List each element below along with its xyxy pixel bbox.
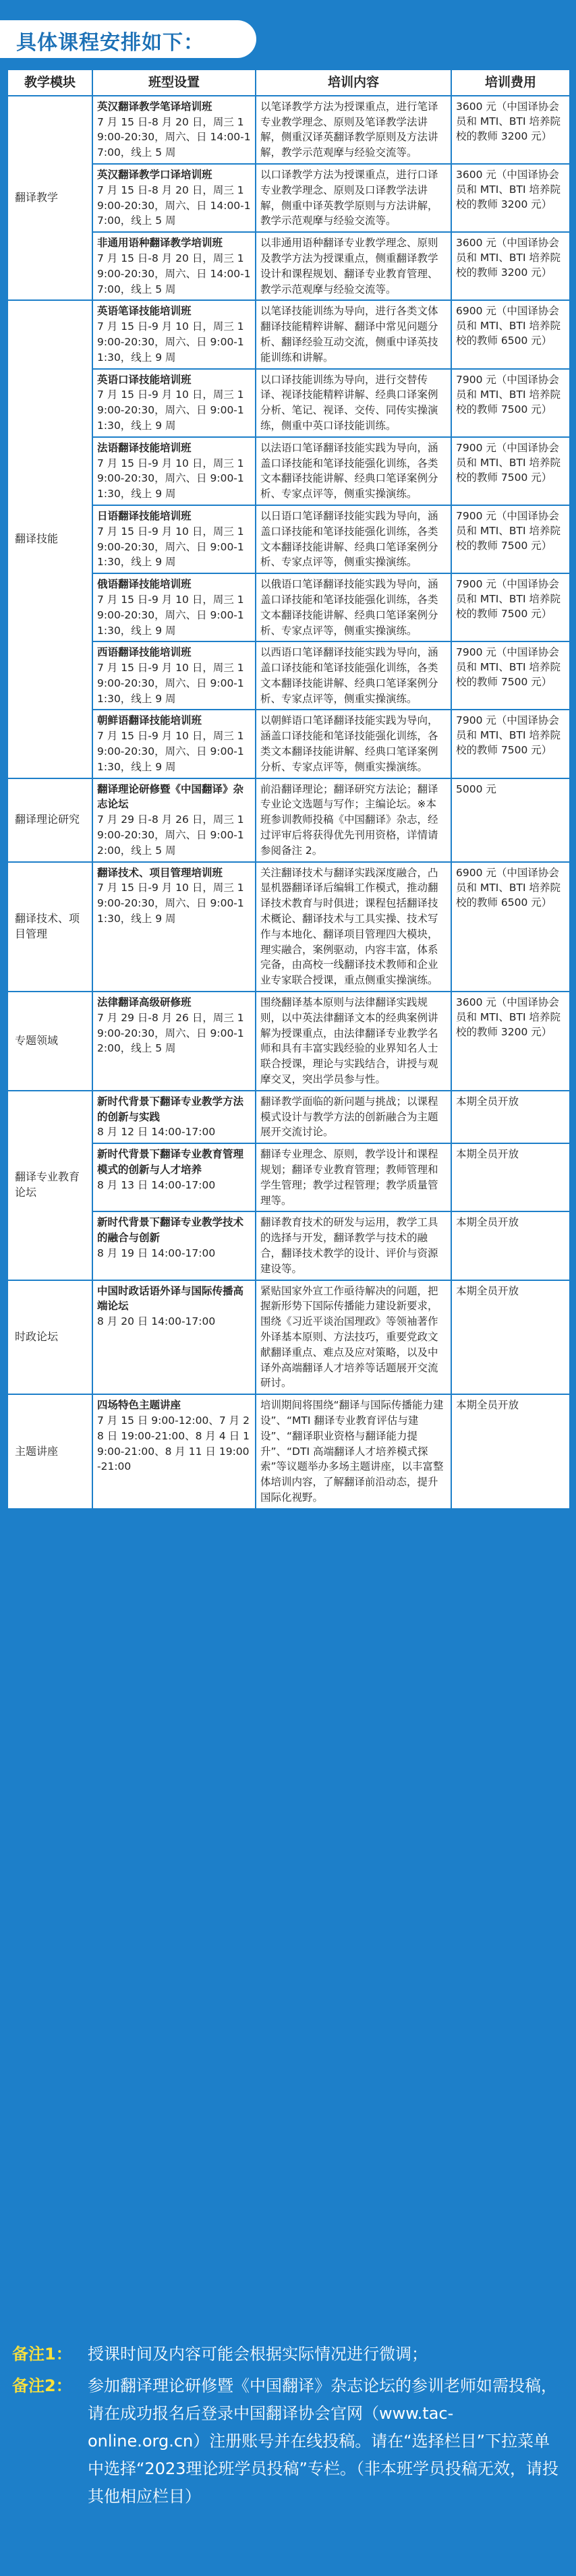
class-title: 日语翻译技能培训班 [97, 509, 192, 522]
class-cell [92, 992, 256, 1091]
class-cell [92, 862, 256, 992]
fee-cell: 7900 元（中国译协会员和 MTI、BTI 培养院校的教师 7500 元） [451, 437, 570, 505]
table-header-row [7, 69, 570, 96]
class-cell [92, 573, 256, 641]
class-cell [92, 1394, 256, 1509]
class-title: 非通用语种翻译教学培训班 [97, 237, 223, 250]
content-cell: 以俄语口笔译翻译技能实践为导向，涵盖口译技能和笔译技能强化训练，各类文本翻译技能讲解、经典口笔译案例分析、专家点评等，侧重实操演练。 [256, 573, 451, 641]
column-header-content: 培训内容 [256, 69, 451, 96]
header-banner [0, 20, 256, 58]
class-schedule: 7 月 15 日-9 月 10 日，周三 19:00-20:30，周六、日 9:00-11:30，线上 9 周 [97, 730, 244, 773]
note-1 [12, 2341, 565, 2368]
class-title: 中国时政话语外译与国际传播高端论坛 [97, 1284, 244, 1313]
table-row [7, 710, 570, 778]
page-title: 具体课程安排如下： [16, 31, 204, 55]
table-row [7, 573, 570, 641]
column-header-module: 教学模块 [7, 69, 92, 96]
class-title: 四场特色主题讲座 [97, 1399, 181, 1412]
content-cell: 前沿翻译理论；翻译研究方法论；翻译专业论文选题与写作；主编论坛。※本班参训教师投稿《中国翻译》杂志，经过评审后将获得优先刊用资格，详情请参阅备注 2。 [256, 778, 451, 862]
class-cell [92, 164, 256, 232]
fee-cell: 5000 元 [451, 778, 570, 862]
module-name-cell: 主题讲座 [7, 1394, 92, 1509]
content-cell: 以口译教学方法为授课重点，进行口译专业教学理念、原则及口译教学法讲解，侧重中译英教学原则与方法讲解，教学示范观摩与经验交流等。 [256, 164, 451, 232]
column-header-class: 班型设置 [92, 69, 256, 96]
class-cell [92, 778, 256, 862]
fee-cell: 本期全员开放 [451, 1143, 570, 1211]
fee-cell: 本期全员开放 [451, 1211, 570, 1280]
fee-cell: 6900 元（中国译协会员和 MTI、BTI 培养院校的教师 6500 元） [451, 862, 570, 992]
fee-cell: 3600 元（中国译协会员和 MTI、BTI 培养院校的教师 3200 元） [451, 164, 570, 232]
content-cell: 以法语口笔译翻译技能实践为导向，涵盖口译技能和笔译技能强化训练，各类文本翻译技能讲解、经典口笔译案例分析、专家点评等，侧重实操演练。 [256, 437, 451, 505]
fee-cell: 3600 元（中国译协会员和 MTI、BTI 培养院校的教师 3200 元） [451, 992, 570, 1091]
class-schedule: 8 月 12 日 14:00-17:00 [97, 1126, 216, 1139]
class-title: 新时代背景下翻译专业教学技术的融合与创新 [97, 1216, 244, 1244]
class-schedule: 7 月 15 日-9 月 10 日，周三 19:00-20:30，周六、日 9:00-11:30，线上 9 周 [97, 525, 244, 569]
table-row [7, 164, 570, 232]
class-cell [92, 1211, 256, 1280]
table-row [7, 505, 570, 573]
class-schedule: 7 月 15 日-9 月 10 日，周三 19:00-20:30，周六、日 9:00-11:30，线上 9 周 [97, 320, 244, 364]
class-title: 俄语翻译技能培训班 [97, 578, 192, 591]
class-cell [92, 710, 256, 778]
note-text: 参加翻译理论研修暨《中国翻译》杂志论坛的参训老师如需投稿，请在成功报名后登录中国翻译协会官网（www.tac-online.org.cn）注册账号并在线投稿。请在“选择栏目”下拉菜单中选择“2023理论班学员投稿”专栏。（非本班学员投稿无效，请投其他相应栏目） [88, 2376, 558, 2506]
class-schedule: 8 月 20 日 14:00-17:00 [97, 1315, 216, 1328]
table-row [7, 1143, 570, 1211]
class-schedule: 7 月 15 日-8 月 20 日，周三 19:00-20:30，周六、日 14:00-17:00，线上 5 周 [97, 252, 251, 295]
class-cell [92, 96, 256, 164]
class-schedule: 7 月 15 日-9 月 10 日，周三 19:00-20:30，周六、日 9:00-11:30，线上 9 周 [97, 882, 244, 925]
class-schedule: 7 月 15 日-9 月 10 日，周三 19:00-20:30，周六、日 9:00-11:30，线上 9 周 [97, 662, 244, 705]
class-title: 新时代背景下翻译专业教育管理模式的创新与人才培养 [97, 1148, 244, 1176]
class-title: 西语翻译技能培训班 [97, 646, 192, 659]
class-cell [92, 1143, 256, 1211]
class-cell [92, 1280, 256, 1395]
content-cell: 翻译教学面临的新问题与挑战；以课程模式设计与教学方法的创新融合为主题展开交流讨论。 [256, 1091, 451, 1143]
module-name-cell: 时政论坛 [7, 1280, 92, 1395]
class-schedule: 7 月 15 日-9 月 10 日，周三 19:00-20:30，周六、日 9:00-11:30，线上 9 周 [97, 457, 244, 500]
class-title: 英语笔译技能培训班 [97, 305, 192, 318]
content-cell: 以口译技能训练为导向，进行交替传译、视译技能精粹讲解、经典口译案例分析、笔记、视译、交传、同传实操演练，侧重中英口译技能训练。 [256, 369, 451, 437]
fee-cell: 3600 元（中国译协会员和 MTI、BTI 培养院校的教师 3200 元） [451, 96, 570, 164]
class-schedule: 7 月 29 日-8 月 26 日，周三 19:00-20:30，周六、日 9:00-12:00，线上 5 周 [97, 1011, 244, 1055]
content-cell: 关注翻译技术与翻译实践深度融合，凸显机器翻译译后编辑工作模式，推动翻译技术教育与时俱进；课程包括翻译技术概论、翻译技术与工具实操、技术写作与本地化、翻译项目管理四大模块，理实融合，案例驱动，内容丰富，体系完备，由高校一线翻译技术教师和企业业专家联合授课，重点侧重实操演练。 [256, 862, 451, 992]
class-cell [92, 505, 256, 573]
class-cell [92, 641, 256, 710]
column-header-fee: 培训费用 [451, 69, 570, 96]
class-title: 法语翻译技能培训班 [97, 441, 192, 454]
fee-cell: 7900 元（中国译协会员和 MTI、BTI 培养院校的教师 7500 元） [451, 505, 570, 573]
fee-cell: 本期全员开放 [451, 1394, 570, 1509]
class-cell [92, 437, 256, 505]
class-schedule: 8 月 19 日 14:00-17:00 [97, 1247, 216, 1259]
content-cell: 围绕翻译基本原则与法律翻译实践规则，以中英法律翻译文本的经典案例讲解为授课重点，由法律翻译专业教学名师和具有丰富实践经验的业界知名人士联合授课，理论与实践结合，讲授与观摩交叉，突出学员参与性。 [256, 992, 451, 1091]
class-title: 英汉翻译教学口译培训班 [97, 168, 212, 181]
fee-cell: 本期全员开放 [451, 1091, 570, 1143]
content-cell: 以日语口笔译翻译技能实践为导向，涵盖口译技能和笔译技能强化训练，各类文本翻译技能讲解、经典口笔译案例分析、专家点评等，侧重实操演练。 [256, 505, 451, 573]
table-row [7, 1091, 570, 1143]
table-row [7, 1394, 570, 1509]
table-row [7, 437, 570, 505]
course-table-container [7, 69, 569, 1510]
class-title: 英汉翻译教学笔译培训班 [97, 100, 212, 113]
table-row [7, 96, 570, 164]
class-cell [92, 1091, 256, 1143]
class-cell [92, 232, 256, 300]
class-schedule: 7 月 15 日-9 月 10 日，周三 19:00-20:30，周六、日 9:00-11:30，线上 9 周 [97, 389, 244, 432]
class-cell [92, 369, 256, 437]
module-name-cell: 翻译技能 [7, 300, 92, 778]
class-title: 法律翻译高级研修班 [97, 996, 192, 1009]
content-cell: 以非通用语种翻译专业教学理念、原则及教学方法为授课重点，侧重翻译教学设计和课程规划、翻译专业教育管理、教学示范观摩与经验交流等。 [256, 232, 451, 300]
content-cell: 紧贴国家外宣工作亟待解决的问题，把握新形势下国际传播能力建设新要求，围绕《习近平谈治国理政》等领袖著作外译基本原则、方法技巧，重要党政文献翻译重点、难点及应对策略，以及中译外高端翻译人才培养等话题展开交流研讨。 [256, 1280, 451, 1395]
note-tag: 备注1： [12, 2345, 72, 2364]
module-name-cell: 翻译技术、项目管理 [7, 862, 92, 992]
content-cell: 以笔译教学方法为授课重点，进行笔译专业教学理念、原则及笔译教学法讲解，侧重汉译英翻译教学原则及方法讲解，教学示范观摩与经验交流等。 [256, 96, 451, 164]
class-schedule: 7 月 15 日-9 月 10 日，周三 19:00-20:30，周六、日 9:00-11:30，线上 9 周 [97, 593, 244, 637]
note-text: 授课时间及内容可能会根据实际情况进行微调； [88, 2345, 428, 2364]
fee-cell: 6900 元（中国译协会员和 MTI、BTI 培养院校的教师 6500 元） [451, 300, 570, 368]
content-cell: 以西语口笔译翻译技能实践为导向，涵盖口译技能和笔译技能强化训练，各类文本翻译技能讲解、经典口笔译案例分析、专家点评等，侧重实操演练。 [256, 641, 451, 710]
class-schedule: 7 月 29 日-8 月 26 日，周三 19:00-20:30，周六、日 9:00-12:00，线上 5 周 [97, 813, 244, 857]
fee-cell: 3600 元（中国译协会员和 MTI、BTI 培养院校的教师 3200 元） [451, 232, 570, 300]
note-tag: 备注2： [12, 2376, 72, 2395]
table-row [7, 778, 570, 862]
module-name-cell: 翻译教学 [7, 96, 92, 301]
content-cell: 翻译专业理念、原则，教学设计和课程规划；翻译专业教育管理；教师管理和学生管理；教学过程管理；教学质量管理等。 [256, 1143, 451, 1211]
class-schedule: 7 月 15 日 9:00-12:00、7 月 28 日 19:00-21:00、8 月 4 日 19:00-21:00、8 月 11 日 19:00-21:00 [97, 1414, 250, 1473]
content-cell: 以朝鲜语口笔译翻译技能实践为导向，涵盖口译技能和笔译技能强化训练，各类文本翻译技能讲解、经典口笔译案例分析、专家点评等，侧重实操演练。 [256, 710, 451, 778]
table-row [7, 369, 570, 437]
class-title: 翻译理论研修暨《中国翻译》杂志论坛 [97, 782, 244, 811]
course-table [7, 69, 571, 1510]
class-cell [92, 300, 256, 368]
class-schedule: 8 月 13 日 14:00-17:00 [97, 1178, 216, 1191]
content-cell: 培训期间将围绕“翻译与国际传播能力建设”、“MTI 翻译专业教育评估与建设”、“翻译职业资格与翻译能力提升”、“DTI 高端翻译人才培养模式探索”等议题举办多场主题讲座，以丰富整体培训内容，了解翻译前沿动态，提升国际化视野。 [256, 1394, 451, 1509]
notes-section [12, 2341, 565, 2511]
table-row [7, 1211, 570, 1280]
table-row [7, 300, 570, 368]
content-cell: 翻译教育技术的研发与运用，教学工具的选择与开发，翻译教学与技术的融合，翻译技术教学的设计、评价与资源建设等。 [256, 1211, 451, 1280]
fee-cell: 7900 元（中国译协会员和 MTI、BTI 培养院校的教师 7500 元） [451, 369, 570, 437]
table-row [7, 641, 570, 710]
content-cell: 以笔译技能训练为导向，进行各类文体翻译技能精粹讲解、翻译中常见问题分析、翻译经验互动交流，侧重中译英技能训练和讲解。 [256, 300, 451, 368]
class-title: 朝鲜语翻译技能培训班 [97, 714, 202, 727]
class-title: 翻译技术、项目管理培训班 [97, 866, 223, 879]
module-name-cell: 翻译专业教育论坛 [7, 1091, 92, 1280]
class-title: 英语口译技能培训班 [97, 373, 192, 386]
table-row [7, 862, 570, 992]
course-table-body [7, 96, 570, 1509]
note-2 [12, 2372, 565, 2511]
table-row [7, 992, 570, 1091]
class-schedule: 7 月 15 日-8 月 20 日，周三 19:00-20:30，周六、日 14:00-17:00，线上 5 周 [97, 115, 251, 159]
class-schedule: 7 月 15 日-8 月 20 日，周三 19:00-20:30，周六、日 14:00-17:00，线上 5 周 [97, 183, 251, 227]
module-name-cell: 翻译理论研究 [7, 778, 92, 862]
fee-cell: 7900 元（中国译协会员和 MTI、BTI 培养院校的教师 7500 元） [451, 641, 570, 710]
class-title: 新时代背景下翻译专业教学方法的创新与实践 [97, 1095, 244, 1123]
fee-cell: 7900 元（中国译协会员和 MTI、BTI 培养院校的教师 7500 元） [451, 573, 570, 641]
fee-cell: 本期全员开放 [451, 1280, 570, 1395]
module-name-cell: 专题领域 [7, 992, 92, 1091]
table-row [7, 1280, 570, 1395]
fee-cell: 7900 元（中国译协会员和 MTI、BTI 培养院校的教师 7500 元） [451, 710, 570, 778]
table-row [7, 232, 570, 300]
